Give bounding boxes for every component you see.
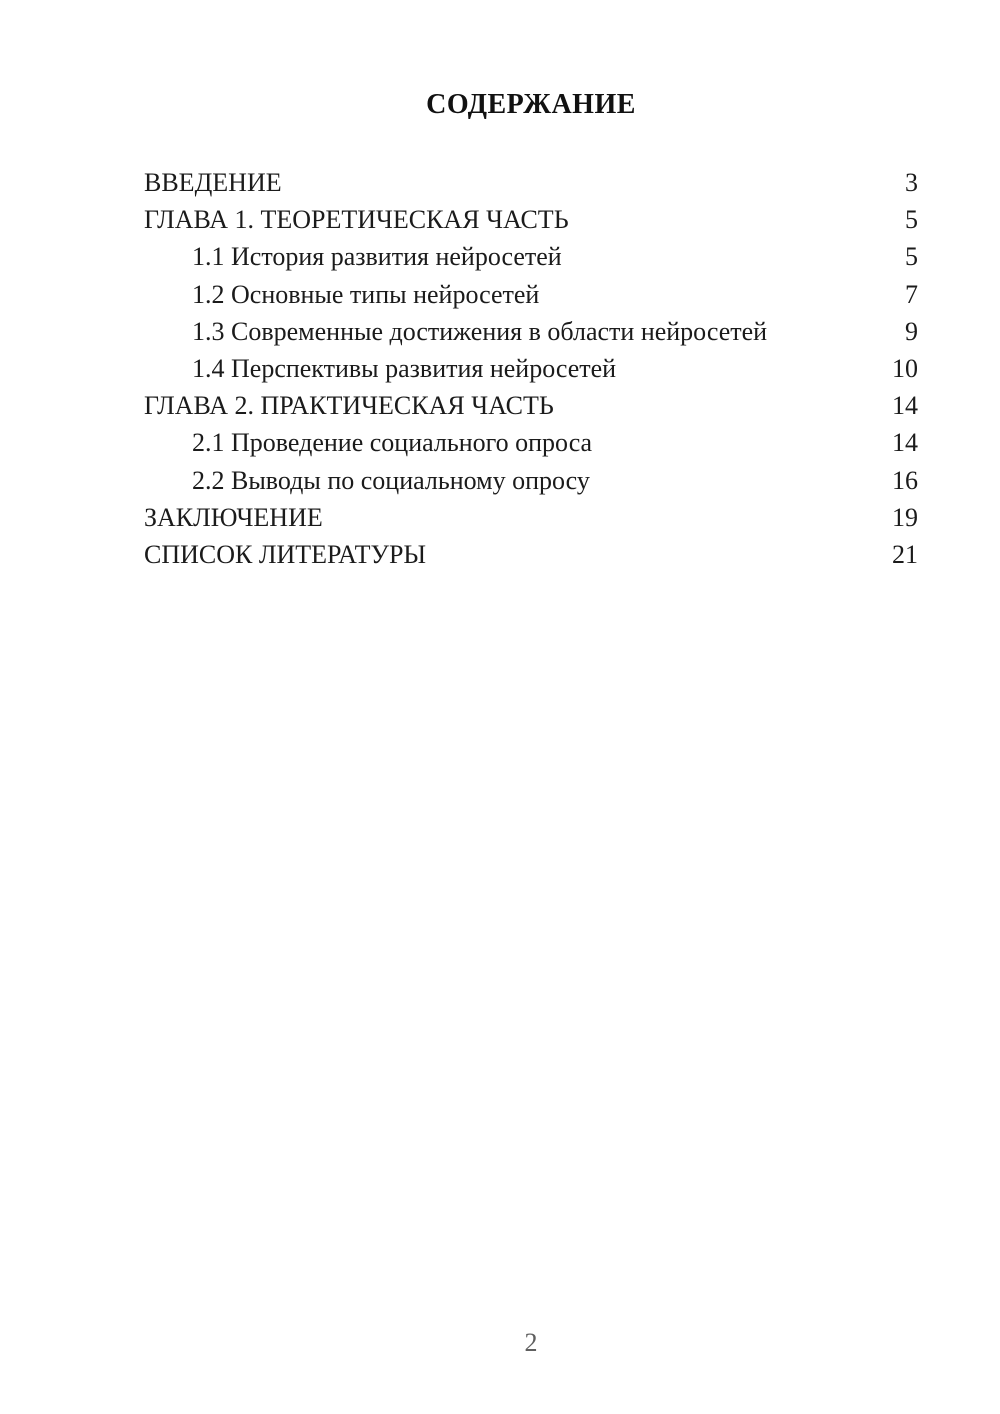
toc-entry [144,462,918,499]
toc-entry-label: 1.1 История развития нейросетей [192,242,562,272]
toc-entry-page-number: 9 [905,316,918,346]
toc-entry-label: ЗАКЛЮЧЕНИЕ [144,502,323,532]
toc-list [144,164,918,573]
toc-entry-label: СПИСОК ЛИТЕРАТУРЫ [144,540,427,570]
toc-entry [144,499,918,536]
page-title: СОДЕРЖАНИЕ [426,89,636,120]
toc-entry-page-number: 7 [905,279,918,309]
footer-page-number: 2 [524,1328,538,1357]
toc-entry [144,238,918,275]
toc-entry [144,201,918,238]
toc-entry [144,276,918,313]
toc-entry-page-number: 10 [892,354,918,384]
toc-entry-page-number: 14 [892,428,918,458]
toc-entry [144,164,918,201]
toc-entry-page-number: 21 [892,540,918,570]
toc-entry-page-number: 5 [905,205,918,235]
toc-entry-page-number: 14 [892,391,918,421]
toc-entry [144,424,918,461]
toc-entry-page-number: 3 [905,168,918,197]
toc-entry-label: 2.1 Проведение социального опроса [192,428,593,458]
toc-entry [144,536,918,573]
toc-entry-label: 1.2 Основные типы нейросетей [192,279,540,309]
toc-entry [144,387,918,424]
toc-entry [144,313,918,350]
toc-entry-label: 2.2 Выводы по социальному опросу [192,465,590,495]
toc-entry-label: ГЛАВА 1. ТЕОРЕТИЧЕСКАЯ ЧАСТЬ [144,205,569,235]
toc-entry [144,350,918,387]
toc-entry-label: ГЛАВА 2. ПРАКТИЧЕСКАЯ ЧАСТЬ [144,391,554,421]
toc-entry-label: 1.3 Современные достижения в области нейросетей [192,316,768,346]
toc-entry-page-number: 5 [905,242,918,272]
toc-entry-label: ВВЕДЕНИЕ [144,168,282,197]
toc-entry-page-number: 16 [892,465,918,495]
toc-entry-page-number: 19 [892,502,918,532]
toc-entry-label: 1.4 Перспективы развития нейросетей [192,354,617,384]
